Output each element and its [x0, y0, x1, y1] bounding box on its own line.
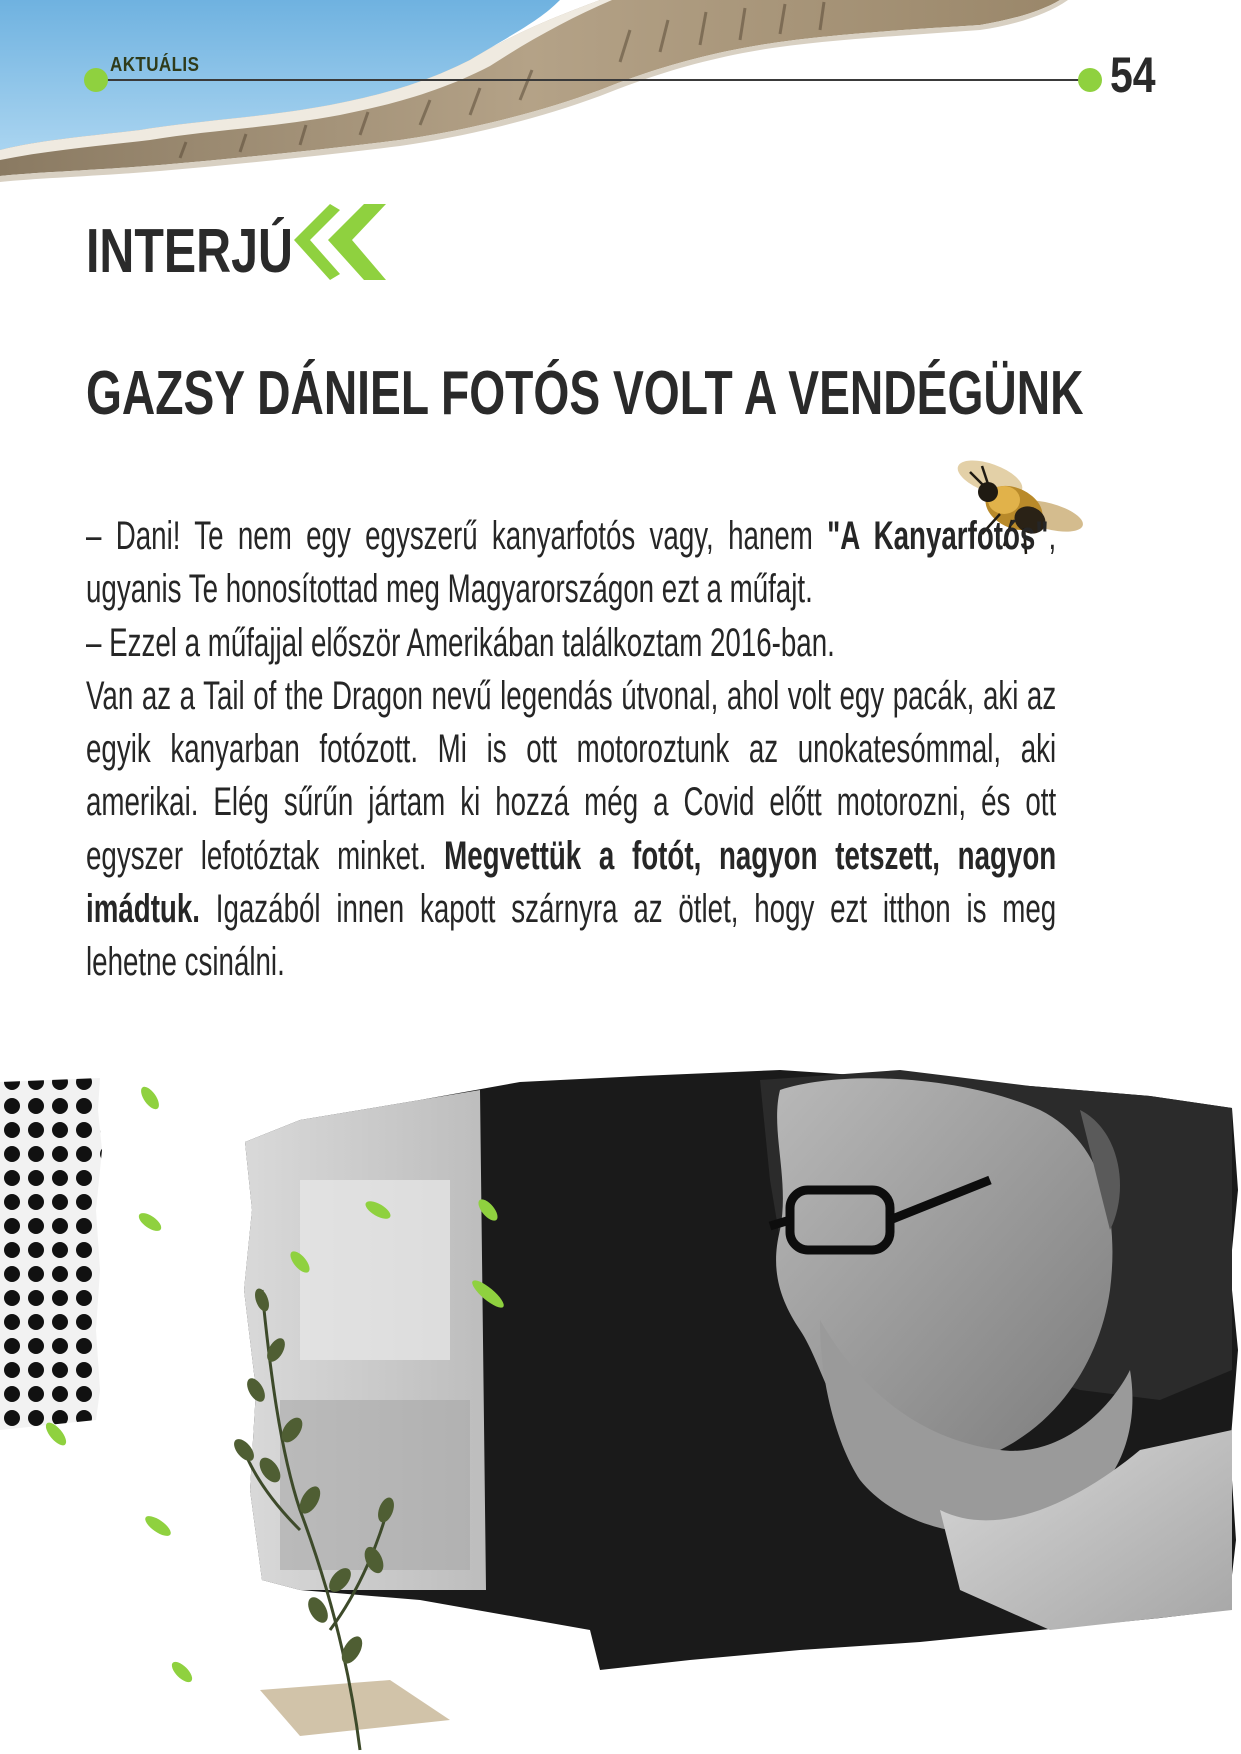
article-body	[86, 510, 1056, 990]
page-number: 54	[1110, 47, 1156, 103]
polka-dot-paper-strip	[0, 1078, 102, 1430]
rule-start-dot	[84, 68, 108, 92]
article-headline: GAZSY DÁNIEL FOTÓS VOLT A VENDÉGÜNK	[86, 359, 1084, 428]
double-chevron-left-icon	[290, 200, 390, 284]
question-bold-title: "A Kanyarfotós"	[827, 514, 1049, 558]
section-label: AKTUÁLIS	[110, 54, 200, 76]
header-torn-paper-collage	[0, 0, 1241, 190]
question-rest: , ugyanis Te honosítottad meg Magyarországon ezt a műfajt.	[86, 514, 1057, 612]
section-kicker: INTERJÚ	[86, 217, 293, 286]
question-paragraph	[86, 510, 1056, 617]
answer-ending: Igazából innen kapott szárnyra az ötlet, hogy ezt itthon is meg lehetne csinálni.	[86, 887, 1057, 985]
photo-collage	[0, 1070, 1241, 1754]
answer-body: Van az a Tail of the Dragon nevű legendás útvonal, ahol volt egy pacák, aki az egyik kanyarban fotózott. Mi is ott motoroztunk az unokatesómmal, aki amerikai. Elég sűrűn jártam ki hozzá még a Covid előtt motorozni, és ott egyszer lefotóztak minket.	[86, 673, 1057, 878]
answer-intro: – Ezzel a műfajjal először Amerikában találkoztam 2016-ban.	[86, 620, 835, 665]
question-intro: – Dani! Te nem egy egyszerű kanyarfotós vagy, hanem	[86, 514, 813, 558]
black-and-white-portrait-with-glasses	[244, 1070, 1238, 1670]
answer-paragraph	[86, 670, 1056, 990]
header-rule	[98, 79, 1090, 81]
answer-bold-highlight: Megvettük a fotót, nagyon tetszett, nagyon imádtuk.	[86, 833, 1057, 932]
rule-end-dot	[1078, 68, 1102, 92]
